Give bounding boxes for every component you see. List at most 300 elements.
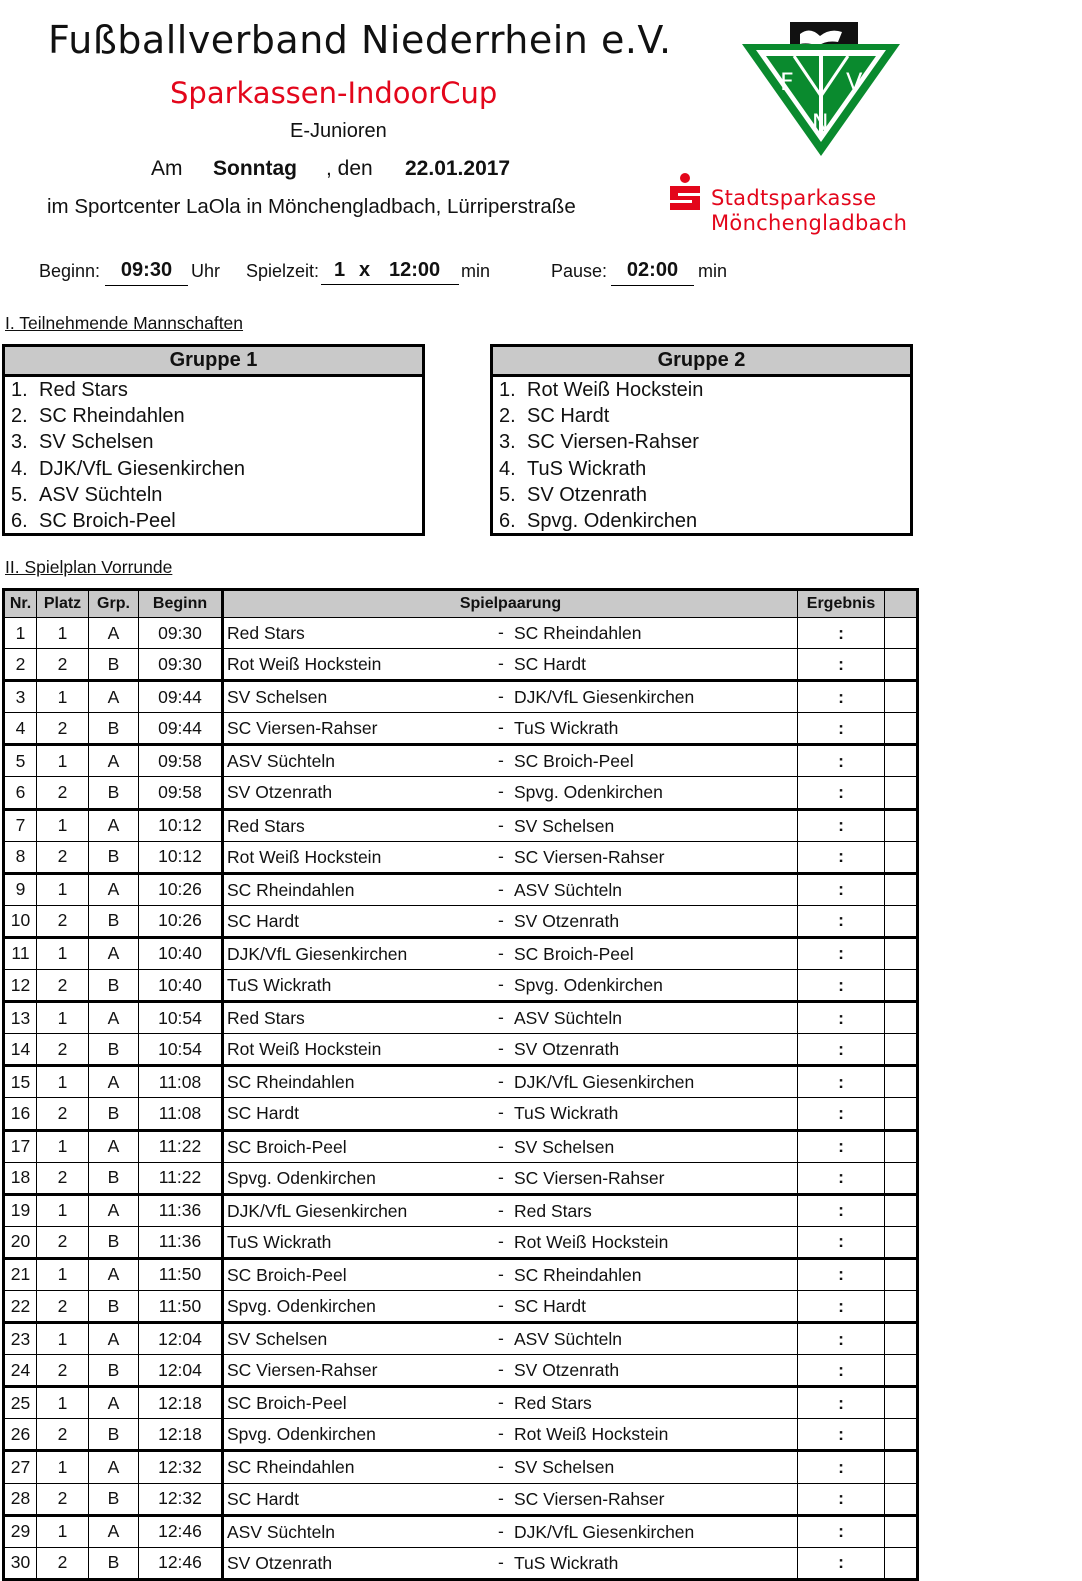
match-extra-cell [885, 1162, 918, 1194]
match-pairing [223, 1226, 798, 1258]
match-platz: 1 [37, 1323, 89, 1355]
sponsor-name-line2: Mönchengladbach [711, 211, 908, 235]
match-result: : [798, 1194, 885, 1226]
match-away-team: Spvg. Odenkirchen [514, 975, 663, 996]
team-list-item [493, 456, 910, 482]
match-group: A [89, 681, 139, 713]
match-pairing [223, 1483, 798, 1515]
match-group: A [89, 745, 139, 777]
match-away-team: SC Viersen-Rahser [514, 1167, 665, 1188]
match-group: B [89, 1098, 139, 1130]
match-separator: - [498, 1392, 504, 1413]
match-extra-cell [885, 1419, 918, 1451]
match-separator: - [498, 1199, 504, 1220]
match-time: 11:50 [139, 1258, 223, 1290]
team-name: SV Schelsen [39, 431, 154, 454]
match-number: 24 [4, 1355, 37, 1387]
match-away-team: SV Schelsen [514, 1136, 615, 1157]
match-away-team: SC Broich-Peel [514, 943, 634, 964]
match-time: 11:08 [139, 1098, 223, 1130]
match-pairing [223, 1098, 798, 1130]
match-number: 7 [4, 809, 37, 841]
match-pairing [223, 681, 798, 713]
match-platz: 1 [37, 937, 89, 969]
match-number: 15 [4, 1066, 37, 1098]
pause-label: Pause: [551, 261, 608, 281]
table-row [4, 905, 918, 937]
match-number: 9 [4, 873, 37, 905]
pause-value: 02:00 [611, 259, 694, 286]
match-home-team: SV Schelsen [227, 1329, 328, 1350]
uhr-label: Uhr [191, 261, 221, 281]
match-pairing [223, 649, 798, 681]
spielzeit-label: Spielzeit: [246, 261, 320, 281]
match-home-team: SV Schelsen [227, 687, 328, 708]
match-separator: - [498, 1135, 504, 1156]
table-row [4, 618, 918, 649]
match-group: B [89, 905, 139, 937]
match-pairing [223, 1162, 798, 1194]
match-time: 10:54 [139, 1034, 223, 1066]
date-weekday: Sonntag [213, 157, 297, 180]
match-away-team: TuS Wickrath [514, 1103, 619, 1124]
table-row [4, 1066, 918, 1098]
match-platz: 1 [37, 1387, 89, 1419]
match-separator: - [498, 622, 504, 642]
table-row [4, 1483, 918, 1515]
match-number: 2 [4, 649, 37, 681]
fvn-logo-letter-f: F [780, 68, 794, 96]
match-number: 16 [4, 1098, 37, 1130]
match-away-team: SV Schelsen [514, 815, 615, 836]
team-rank: 3. [499, 431, 516, 454]
team-list-item [5, 508, 422, 534]
section-plan-heading: II. Spielplan Vorrunde [5, 557, 173, 577]
match-platz: 2 [37, 970, 89, 1002]
match-platz: 2 [37, 713, 89, 745]
match-result: : [798, 1226, 885, 1258]
match-away-team: Spvg. Odenkirchen [514, 782, 663, 803]
match-time: 10:54 [139, 1002, 223, 1034]
match-platz: 2 [37, 1547, 89, 1579]
match-away-team: Rot Weiß Hockstein [514, 1231, 669, 1252]
match-group: A [89, 1130, 139, 1162]
match-result: : [798, 1547, 885, 1579]
team-rank: 6. [499, 509, 516, 532]
match-number: 22 [4, 1290, 37, 1322]
match-time: 10:12 [139, 841, 223, 873]
match-group: B [89, 777, 139, 809]
match-home-team: Rot Weiß Hockstein [227, 654, 382, 675]
match-time: 12:46 [139, 1547, 223, 1579]
match-separator: - [498, 1007, 504, 1028]
match-platz: 2 [37, 1034, 89, 1066]
age-category: E-Junioren [290, 120, 387, 142]
match-time: 12:18 [139, 1387, 223, 1419]
match-number: 1 [4, 618, 37, 649]
match-pairing [223, 1451, 798, 1483]
match-home-team: SV Otzenrath [227, 782, 333, 803]
match-platz: 1 [37, 1515, 89, 1547]
match-home-team: SC Hardt [227, 1103, 299, 1124]
match-time: 10:26 [139, 905, 223, 937]
match-group: A [89, 1387, 139, 1419]
match-away-team: Red Stars [514, 1393, 592, 1414]
match-pairing [223, 905, 798, 937]
match-time: 11:36 [139, 1226, 223, 1258]
match-result: : [798, 1002, 885, 1034]
team-name: Rot Weiß Hockstein [527, 379, 704, 401]
match-group: A [89, 937, 139, 969]
match-separator: - [498, 1487, 504, 1508]
match-group: B [89, 1547, 139, 1579]
team-name: Red Stars [39, 379, 128, 401]
match-extra-cell [885, 1002, 918, 1034]
match-pairing [223, 1290, 798, 1322]
match-separator: - [498, 1423, 504, 1444]
match-platz: 1 [37, 1002, 89, 1034]
match-away-team: SV Otzenrath [514, 1360, 620, 1381]
match-pairing [223, 1066, 798, 1098]
match-extra-cell [885, 1547, 918, 1579]
match-number: 28 [4, 1483, 37, 1515]
match-group: A [89, 1258, 139, 1290]
match-platz: 2 [37, 1098, 89, 1130]
team-rank: 5. [11, 483, 28, 506]
team-list-item [5, 377, 422, 403]
match-extra-cell [885, 1098, 918, 1130]
match-away-team: SC Viersen-Rahser [514, 846, 665, 867]
match-away-team: DJK/VfL Giesenkirchen [514, 1521, 695, 1542]
group-2-list [493, 377, 910, 534]
match-home-team: Rot Weiß Hockstein [227, 846, 382, 867]
match-result: : [798, 809, 885, 841]
min-label-2: min [698, 261, 728, 281]
section-teams-heading: I. Teilnehmende Mannschaften [5, 313, 244, 333]
sponsor-name-line1: Stadtsparkasse [711, 186, 877, 210]
match-result: : [798, 1290, 885, 1322]
match-platz: 2 [37, 841, 89, 873]
match-platz: 2 [37, 649, 89, 681]
match-extra-cell [885, 1226, 918, 1258]
venue-text: im Sportcenter LaOla in Mönchengladbach, Lürriperstraße [47, 195, 576, 218]
match-result: : [798, 1323, 885, 1355]
match-extra-cell [885, 1355, 918, 1387]
match-away-team: SV Otzenrath [514, 910, 620, 931]
match-group: B [89, 1034, 139, 1066]
group-1-title: Gruppe 1 [5, 347, 422, 377]
match-separator: - [498, 1294, 504, 1315]
table-row [4, 1355, 918, 1387]
table-row [4, 1387, 918, 1419]
match-platz: 2 [37, 1226, 89, 1258]
table-row [4, 937, 918, 969]
match-home-team: Red Stars [227, 815, 305, 836]
table-row [4, 713, 918, 745]
match-home-team: ASV Süchteln [227, 1521, 335, 1542]
match-pairing [223, 1547, 798, 1579]
match-result: : [798, 649, 885, 681]
match-time: 11:08 [139, 1066, 223, 1098]
match-group: B [89, 1419, 139, 1451]
match-away-team: SV Otzenrath [514, 1039, 620, 1060]
table-row [4, 1323, 918, 1355]
match-number: 8 [4, 841, 37, 873]
table-row [4, 681, 918, 713]
match-result: : [798, 618, 885, 649]
match-time: 10:12 [139, 809, 223, 841]
match-group: A [89, 809, 139, 841]
fvn-logo [742, 22, 900, 162]
match-away-team: SC Viersen-Rahser [514, 1488, 665, 1509]
team-name: SC Rheindahlen [39, 405, 185, 428]
match-result: : [798, 1130, 885, 1162]
group-2-box [490, 344, 913, 536]
match-away-team: ASV Süchteln [514, 1008, 622, 1029]
match-away-team: Rot Weiß Hockstein [514, 1424, 669, 1445]
match-away-team: DJK/VfL Giesenkirchen [514, 687, 695, 708]
match-away-team: SC Hardt [514, 1295, 586, 1316]
match-platz: 1 [37, 1066, 89, 1098]
match-result: : [798, 777, 885, 809]
match-platz: 1 [37, 681, 89, 713]
match-pairing [223, 937, 798, 969]
group-1-list [5, 377, 422, 534]
match-pairing [223, 777, 798, 809]
match-group: B [89, 841, 139, 873]
match-home-team: Rot Weiß Hockstein [227, 1039, 382, 1060]
match-group: B [89, 970, 139, 1002]
match-platz: 2 [37, 1162, 89, 1194]
match-separator: - [498, 909, 504, 930]
date-den-label: , den [326, 157, 373, 180]
spielzeit-value: 12:00 [389, 259, 441, 281]
match-pairing [223, 1419, 798, 1451]
table-row [4, 1034, 918, 1066]
match-extra-cell [885, 1290, 918, 1322]
team-list-item [493, 377, 910, 403]
match-group: A [89, 1066, 139, 1098]
match-result: : [798, 937, 885, 969]
table-row [4, 1002, 918, 1034]
match-time: 11:22 [139, 1162, 223, 1194]
match-group: B [89, 649, 139, 681]
match-number: 10 [4, 905, 37, 937]
match-result: : [798, 1451, 885, 1483]
match-home-team: SC Viersen-Rahser [227, 1360, 378, 1381]
match-separator: - [498, 1359, 504, 1380]
match-result: : [798, 1387, 885, 1419]
table-row [4, 745, 918, 777]
table-row [4, 777, 918, 809]
match-separator: - [498, 1166, 504, 1187]
match-result: : [798, 873, 885, 905]
match-home-team: SC Rheindahlen [227, 1072, 355, 1093]
min-label-1: min [461, 261, 491, 281]
table-row [4, 649, 918, 681]
match-result: : [798, 745, 885, 777]
match-home-team: Red Stars [227, 623, 305, 643]
col-header-blank [885, 590, 918, 618]
match-away-team: SC Broich-Peel [514, 751, 634, 772]
match-group: A [89, 873, 139, 905]
match-time: 12:32 [139, 1483, 223, 1515]
match-separator: - [498, 781, 504, 802]
match-time: 11:36 [139, 1194, 223, 1226]
match-result: : [798, 1162, 885, 1194]
match-pairing [223, 873, 798, 905]
match-extra-cell [885, 1451, 918, 1483]
match-pairing [223, 1387, 798, 1419]
match-time: 11:22 [139, 1130, 223, 1162]
match-extra-cell [885, 937, 918, 969]
table-row [4, 1130, 918, 1162]
spielzeit-count: 1 [334, 259, 346, 281]
match-result: : [798, 1483, 885, 1515]
match-away-team: SC Hardt [514, 654, 586, 675]
match-separator: - [498, 750, 504, 771]
match-pairing [223, 713, 798, 745]
match-extra-cell [885, 618, 918, 649]
team-rank: 6. [11, 509, 28, 532]
match-result: : [798, 1034, 885, 1066]
match-number: 4 [4, 713, 37, 745]
match-group: A [89, 618, 139, 649]
match-number: 19 [4, 1194, 37, 1226]
match-home-team: SC Viersen-Rahser [227, 718, 378, 739]
match-separator: - [498, 1328, 504, 1349]
match-away-team: ASV Süchteln [514, 879, 622, 900]
match-time: 10:40 [139, 970, 223, 1002]
match-extra-cell [885, 713, 918, 745]
match-separator: - [498, 1230, 504, 1251]
match-platz: 1 [37, 1258, 89, 1290]
match-platz: 1 [37, 618, 89, 649]
match-time: 12:04 [139, 1355, 223, 1387]
match-platz: 2 [37, 777, 89, 809]
match-pairing [223, 1002, 798, 1034]
match-platz: 1 [37, 745, 89, 777]
match-away-team: SC Rheindahlen [514, 623, 642, 643]
match-number: 14 [4, 1034, 37, 1066]
match-separator: - [498, 1520, 504, 1541]
match-away-team: ASV Süchteln [514, 1329, 622, 1350]
match-time: 09:30 [139, 618, 223, 649]
match-time: 10:26 [139, 873, 223, 905]
beginn-label: Beginn: [39, 261, 101, 281]
match-group: B [89, 1226, 139, 1258]
match-home-team: DJK/VfL Giesenkirchen [227, 943, 408, 964]
match-away-team: SV Schelsen [514, 1457, 615, 1478]
match-platz: 1 [37, 1130, 89, 1162]
table-row [4, 970, 918, 1002]
team-name: ASV Süchteln [39, 483, 163, 506]
match-separator: - [498, 686, 504, 707]
tournament-title: Sparkassen-IndoorCup [170, 76, 498, 110]
table-row [4, 873, 918, 905]
team-name: DJK/VfL Giesenkirchen [39, 457, 246, 480]
date-am-label: Am [151, 157, 183, 180]
match-home-team: SC Broich-Peel [227, 1264, 347, 1285]
match-away-team: DJK/VfL Giesenkirchen [514, 1072, 695, 1093]
col-header-platz: Platz [37, 590, 89, 618]
match-extra-cell [885, 970, 918, 1002]
table-row [4, 1258, 918, 1290]
team-list-item [493, 482, 910, 508]
match-separator: - [498, 1071, 504, 1092]
match-away-team: TuS Wickrath [514, 718, 619, 739]
match-extra-cell [885, 1194, 918, 1226]
match-number: 29 [4, 1515, 37, 1547]
match-time: 09:30 [139, 649, 223, 681]
match-schedule-table [2, 588, 919, 1581]
match-separator: - [498, 845, 504, 866]
match-home-team: SC Broich-Peel [227, 1136, 347, 1157]
table-row [4, 841, 918, 873]
col-header-pairing: Spielpaarung [223, 590, 798, 618]
table-header-row [4, 590, 918, 618]
group-1-box [2, 344, 425, 536]
fvn-logo-letter-n: N [812, 111, 829, 136]
match-home-team: Spvg. Odenkirchen [227, 1295, 376, 1316]
col-header-result: Ergebnis [798, 590, 885, 618]
match-home-team: TuS Wickrath [227, 1231, 332, 1252]
match-extra-cell [885, 681, 918, 713]
team-rank: 2. [11, 405, 28, 428]
match-away-team: Red Stars [514, 1200, 592, 1221]
match-extra-cell [885, 1258, 918, 1290]
match-group: B [89, 1290, 139, 1322]
team-rank: 5. [499, 483, 516, 506]
match-extra-cell [885, 1066, 918, 1098]
match-rows [4, 618, 918, 1580]
match-separator: - [498, 1551, 504, 1572]
match-home-team: SC Hardt [227, 910, 299, 931]
match-group: A [89, 1451, 139, 1483]
match-time: 12:32 [139, 1451, 223, 1483]
team-rank: 1. [11, 379, 28, 401]
match-number: 30 [4, 1547, 37, 1579]
match-home-team: DJK/VfL Giesenkirchen [227, 1200, 408, 1221]
match-result: : [798, 1355, 885, 1387]
team-list-item [5, 482, 422, 508]
match-group: A [89, 1194, 139, 1226]
match-number: 21 [4, 1258, 37, 1290]
match-home-team: SC Rheindahlen [227, 1457, 355, 1478]
match-extra-cell [885, 1387, 918, 1419]
match-time: 09:58 [139, 777, 223, 809]
match-number: 23 [4, 1323, 37, 1355]
match-number: 5 [4, 745, 37, 777]
match-time: 11:50 [139, 1290, 223, 1322]
match-separator: - [498, 1263, 504, 1284]
match-separator: - [498, 717, 504, 738]
beginn-value: 09:30 [105, 259, 188, 286]
match-result: : [798, 1419, 885, 1451]
match-pairing [223, 1355, 798, 1387]
match-extra-cell [885, 777, 918, 809]
match-number: 27 [4, 1451, 37, 1483]
match-time: 12:18 [139, 1419, 223, 1451]
match-number: 11 [4, 937, 37, 969]
match-extra-cell [885, 841, 918, 873]
match-separator: - [498, 1456, 504, 1477]
sparkasse-logo [668, 172, 702, 217]
date-value: 22.01.2017 [405, 157, 511, 180]
match-separator: - [498, 974, 504, 995]
match-home-team: Red Stars [227, 1008, 305, 1029]
table-row [4, 809, 918, 841]
